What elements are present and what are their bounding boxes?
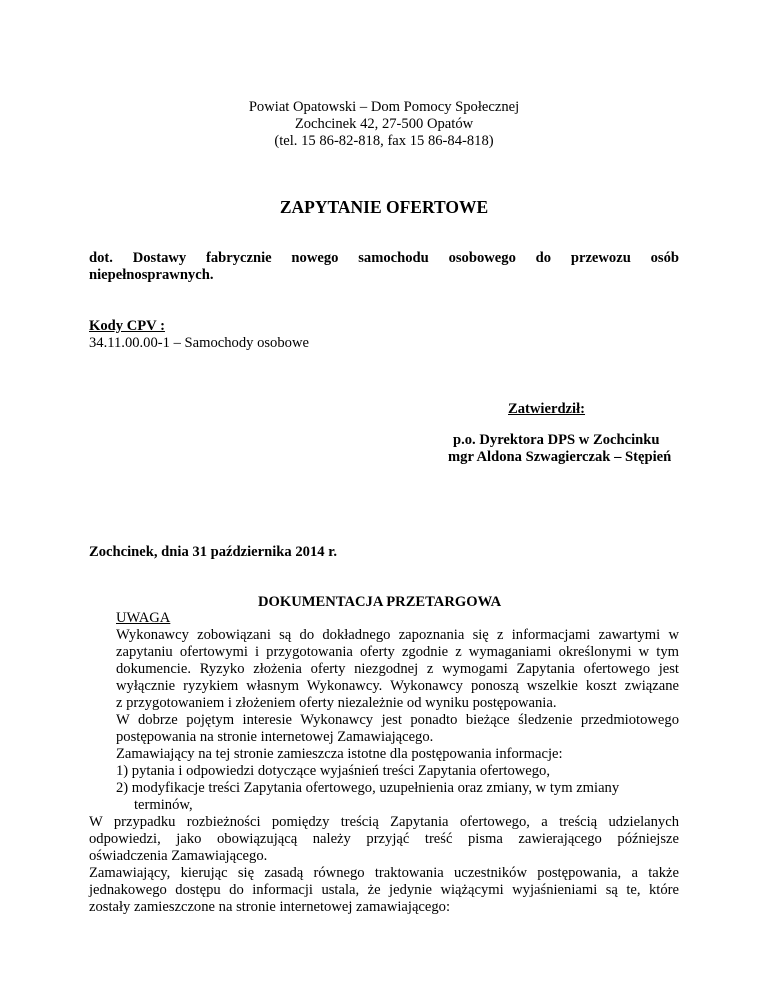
list-item: 1) pytania i odpowiedzi dotyczące wyjaśnień treści Zapytania ofertowego,: [116, 763, 551, 779]
header-line-1: Powiat Opatowski – Dom Pomocy Społecznej: [248, 99, 520, 115]
header-line-2: Zochcinek 42, 27-500 Opatów: [294, 116, 474, 132]
paragraph-line: jednakowego dostępu do informacji ustala, że jedynie wiążącymi wyjaśnieniami są te, które: [89, 882, 679, 898]
subject-line-1: dot. Dostawy fabrycznie nowego samochodu osobowego do przewozu osób: [89, 250, 679, 266]
notice-label: UWAGA: [116, 610, 171, 626]
notice-line: z przygotowaniem i złożeniem oferty niezależnie od wyniku postępowania.: [116, 695, 557, 711]
place-date: Zochcinek, dnia 31 października 2014 r.: [89, 544, 337, 560]
subject-line-2: niepełnosprawnych.: [89, 267, 214, 283]
notice-line: dokumencie. Ryzyko złożenia oferty niezgodnej z wymogami Zapytania ofertowego jest: [116, 661, 679, 677]
approval-name: mgr Aldona Szwagierczak – Stępień: [448, 449, 672, 465]
paragraph-line: zostały zamieszczone na stronie internetowej zamawiającego:: [89, 899, 451, 915]
notice-line: postępowania na stronie internetowej Zamawiającego.: [116, 729, 434, 745]
paragraph-line: W przypadku rozbieżności pomiędzy treścią Zapytania ofertowego, a treścią udzielanych: [89, 814, 679, 830]
paragraph-line: odpowiedzi, jako obowiązującą należy przyjąć treść pisma zawierającego późniejsze: [89, 831, 679, 847]
notice-line: Wykonawcy zobowiązani są do dokładnego zapoznania się z informacjami zawartymi w: [116, 627, 679, 643]
section-title: DOKUMENTACJA PRZETARGOWA: [258, 594, 502, 610]
approval-label: Zatwierdził:: [508, 401, 586, 417]
notice-line: zapytaniu ofertowymi i przygotowania oferty zgodnie z wymaganiami określonymi w tym: [116, 644, 679, 660]
approval-role: p.o. Dyrektora DPS w Zochcinku: [453, 432, 660, 448]
list-item-continuation: terminów,: [134, 797, 193, 813]
notice-line: W dobrze pojętym interesie Wykonawcy jest ponadto bieżące śledzenie przedmiotowego: [116, 712, 679, 728]
notice-line: wyłącznie ryzykiem własnym Wykonawcy. Wykonawcy ponoszą wszelkie koszt związane: [116, 678, 679, 694]
paragraph-line: oświadczenia Zamawiającego.: [89, 848, 268, 864]
document-title: ZAPYTANIE OFERTOWE: [279, 197, 489, 217]
notice-line: Zamawiający na tej stronie zamieszcza istotne dla postępowania informacje:: [116, 746, 563, 762]
cpv-label: Kody CPV :: [89, 318, 165, 334]
paragraph-line: Zamawiający, kierując się zasadą równego traktowania uczestników postępowania, a także: [89, 865, 679, 881]
header-line-3: (tel. 15 86-82-818, fax 15 86-84-818): [274, 133, 494, 149]
cpv-code: 34.11.00.00-1 – Samochody osobowe: [89, 335, 309, 351]
list-item: 2) modyfikacje treści Zapytania ofertowego, uzupełnienia oraz zmiany, w tym zmiany: [116, 780, 620, 796]
